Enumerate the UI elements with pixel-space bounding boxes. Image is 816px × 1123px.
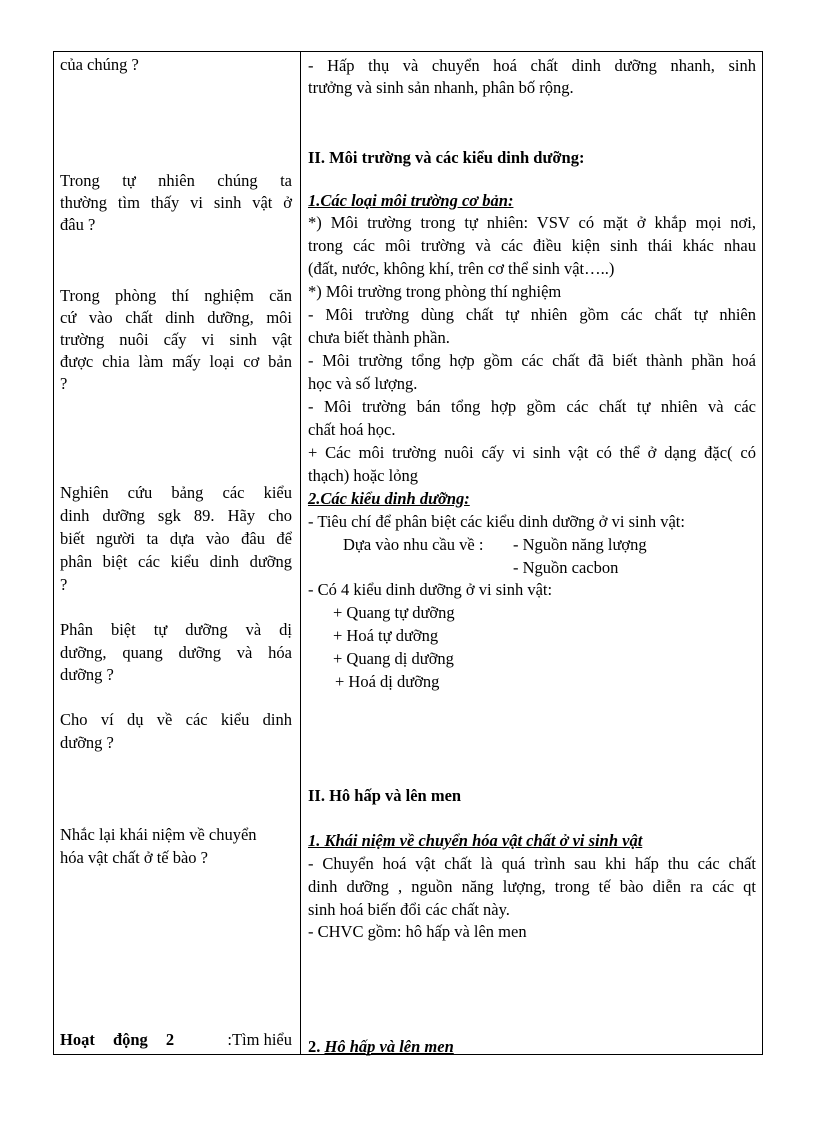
content-line: - Hấp thụ và chuyển hoá chất dinh dưỡng nhanh, sinh	[308, 56, 756, 75]
question-line: cứ vào chất dinh dưỡng, môi	[60, 308, 292, 327]
content-line: - Môi trường tổng hợp gồm các chất đã biết thành phần hoá	[308, 351, 756, 370]
question-line: Trong tự nhiên chúng ta	[60, 171, 292, 190]
question-line: dưỡng, quang dưỡng và hóa	[60, 643, 292, 662]
question-line: dinh dưỡng sgk 89. Hãy cho	[60, 506, 292, 525]
subsection-heading: 1. Khái niệm về chuyển hóa vật chất ở vi sinh vật	[308, 831, 643, 850]
content-line: Dựa vào nhu cầu về :	[343, 535, 484, 554]
content-line: thạch) hoặc lỏng	[308, 466, 418, 485]
left-text-line: của chúng ?	[60, 55, 139, 74]
question-line: phân biệt các kiểu dinh dưỡng	[60, 552, 292, 571]
question-line: Nghiên cứu bảng các kiểu	[60, 483, 292, 502]
section-heading: II. Hô hấp và lên men	[308, 786, 462, 805]
question-line: trường nuôi cấy vi sinh vật	[60, 330, 292, 349]
question-line: Trong phòng thí nghiệm căn	[60, 286, 292, 305]
question-line: dưỡng ?	[60, 733, 114, 752]
question-line: Phân biệt tự dưỡng và dị	[60, 620, 292, 639]
question-line: đâu ?	[60, 215, 96, 234]
content-line: sinh hoá biến đổi các chất này.	[308, 900, 510, 919]
list-item: + Quang dị dưỡng	[333, 649, 454, 668]
question-line: ?	[60, 374, 68, 393]
lesson-table	[53, 51, 763, 1055]
content-line: (đất, nước, không khí, trên cơ thể sinh vật…..)	[308, 259, 615, 278]
subsection-heading	[308, 1036, 454, 1058]
content-line: - Tiêu chí để phân biệt các kiểu dinh dưỡng ở vi sinh vật:	[308, 512, 685, 531]
content-line: học và số lượng.	[308, 374, 418, 393]
content-line: trưởng và sinh sản nhanh, phân bố rộng.	[308, 78, 574, 97]
list-item: + Hoá tự dưỡng	[333, 626, 439, 645]
content-line: - Nguồn cacbon	[513, 558, 619, 577]
question-line: thường tìm thấy vi sinh vật ở	[60, 193, 292, 212]
activity-heading	[60, 1029, 292, 1051]
list-item: + Hoá dị dưỡng	[335, 672, 440, 691]
activity-label: Hoạt động 2	[60, 1030, 175, 1049]
activity-text: :Tìm hiểu	[227, 1030, 292, 1049]
content-line: - Môi trường dùng chất tự nhiên gồm các chất tự nhiên	[308, 305, 756, 324]
content-line: *) Môi trường trong tự nhiên: VSV có mặt ở khắp mọi nơi,	[308, 213, 756, 232]
section-heading: II. Môi trường và các kiểu dinh dưỡng:	[308, 148, 585, 167]
question-line: biết người ta dựa vào đâu để	[60, 529, 292, 548]
content-line: - CHVC gồm: hô hấp và lên men	[308, 922, 527, 941]
content-line: dinh dưỡng , nguồn năng lượng, trong tế bào diễn ra các qt	[308, 877, 756, 896]
question-line: được chia làm mấy loại cơ bản	[60, 352, 292, 371]
content-line: trong các môi trường và các điều kiện sinh thái khác nhau	[308, 236, 756, 255]
content-line: - Môi trường bán tổng hợp gồm các chất tự nhiên và các	[308, 397, 756, 416]
content-line: chất hoá học.	[308, 420, 396, 439]
subsection-heading: 2.Các kiểu dinh dưỡng:	[308, 489, 470, 508]
question-line: Nhắc lại khái niệm về chuyển	[60, 825, 257, 844]
column-divider	[300, 52, 301, 1054]
content-line: *) Môi trường trong phòng thí nghiệm	[308, 282, 562, 301]
question-line: dưỡng ?	[60, 665, 114, 684]
content-line: + Các môi trường nuôi cấy vi sinh vật có thể ở dạng đặc( có	[308, 443, 756, 462]
question-line: ?	[60, 575, 68, 594]
content-line: - Chuyển hoá vật chất là quá trình sau khi hấp thu các chất	[308, 854, 756, 873]
content-line: - Có 4 kiểu dinh dưỡng ở vi sinh vật:	[308, 580, 553, 599]
subsection-number: 2.	[308, 1037, 321, 1056]
list-item: + Quang tự dưỡng	[333, 603, 455, 622]
subsection-heading: 1.Các loại môi trường cơ bản:	[308, 191, 514, 210]
question-line: Cho ví dụ về các kiểu dinh	[60, 710, 292, 729]
subsection-title: Hô hấp và lên men	[324, 1037, 454, 1056]
question-line: hóa vật chất ở tế bào ?	[60, 848, 208, 867]
content-line: chưa biết thành phần.	[308, 328, 450, 347]
content-line: - Nguồn năng lượng	[513, 535, 647, 554]
